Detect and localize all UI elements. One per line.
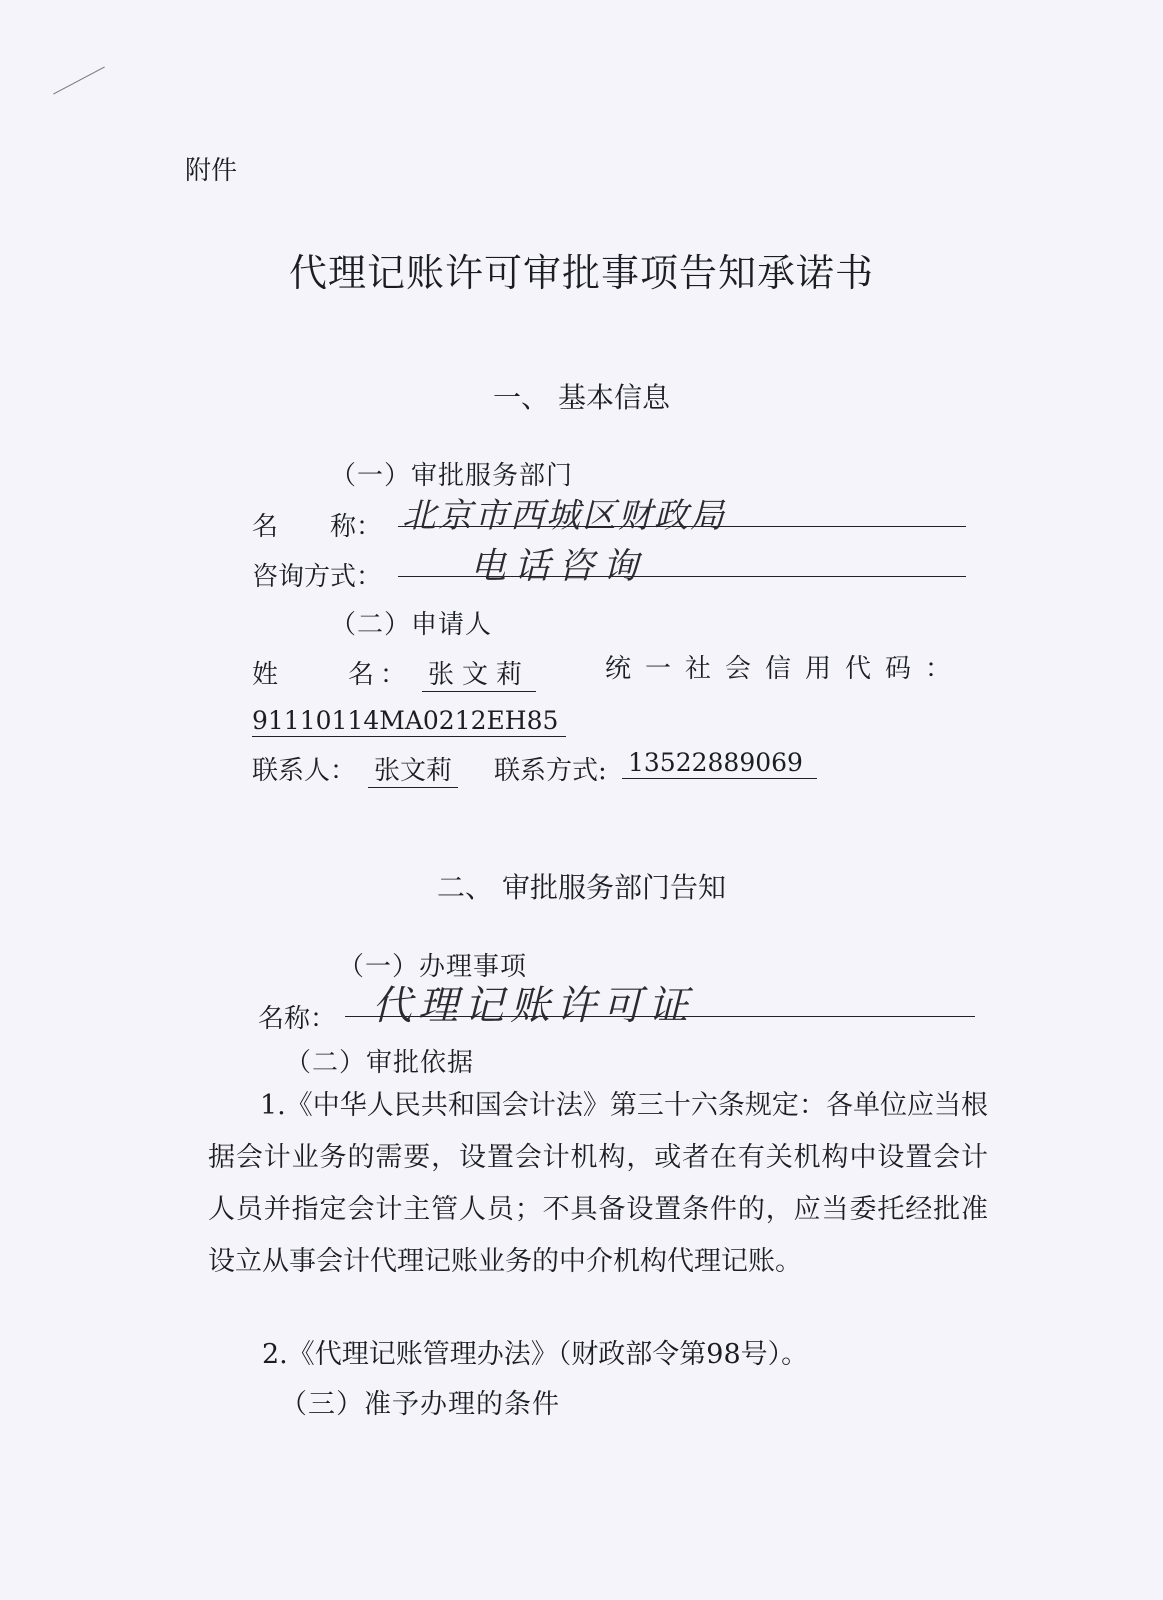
basis-item-2: 2.《代理记账管理办法》（财政部令第98号）。 (262, 1339, 809, 1370)
applicant-name-label: 姓 名： (252, 660, 413, 690)
credit-code-text: 91110114MA0212EH85 (252, 706, 566, 737)
conditions-heading: （三）准予办理的条件 (280, 1389, 560, 1420)
department-name-value: 北京市西城区财政局 (402, 496, 726, 536)
applicant-name-text: 张文莉 (422, 660, 536, 692)
scan-mark (53, 66, 105, 94)
applicant-name-value (422, 654, 536, 691)
matter-name-value: 代理记账许可证 (372, 983, 694, 1029)
consult-method-label: 咨询方式： (252, 562, 383, 592)
section1-heading: 一、 基本信息 (493, 381, 670, 414)
consult-method-value: 电话咨询 (470, 546, 647, 587)
credit-code-value (252, 706, 566, 735)
applicant-heading: （二）申请人 (330, 610, 493, 640)
phone-label: 联系方式: (494, 756, 607, 786)
basis-item-1: 1.《中华人民共和国会计法》第三十六条规定：各单位应当根据会计业务的需要，设置会计机构，或者在有关机构中设置会计人员并指定会计主管人员；不具备设置条件的，应当委托经批准设立从事会计代理记账业务的中介机构代理记账。 (208, 1090, 988, 1277)
page-title: 代理记账许可审批事项告知承诺书 (288, 251, 874, 295)
approval-department-heading: （一）审批服务部门 (330, 461, 574, 491)
section2-heading: 二、 审批服务部门告知 (437, 871, 726, 904)
phone-value (622, 748, 817, 777)
contact-person-text: 张文莉 (368, 756, 458, 788)
contact-person-label: 联系人： (252, 756, 357, 786)
phone-text: 13522889069 (622, 748, 817, 779)
basis-heading: （二）审批依据 (285, 1048, 475, 1078)
matter-heading: （一）办理事项 (338, 952, 528, 982)
contact-person-value (368, 750, 458, 787)
matter-name-label: 名称： (258, 1004, 337, 1034)
credit-code-label: 统一社会信用代码： (605, 654, 966, 684)
attachment-label: 附件 (185, 156, 238, 186)
department-name-label: 名 称： (252, 512, 383, 542)
